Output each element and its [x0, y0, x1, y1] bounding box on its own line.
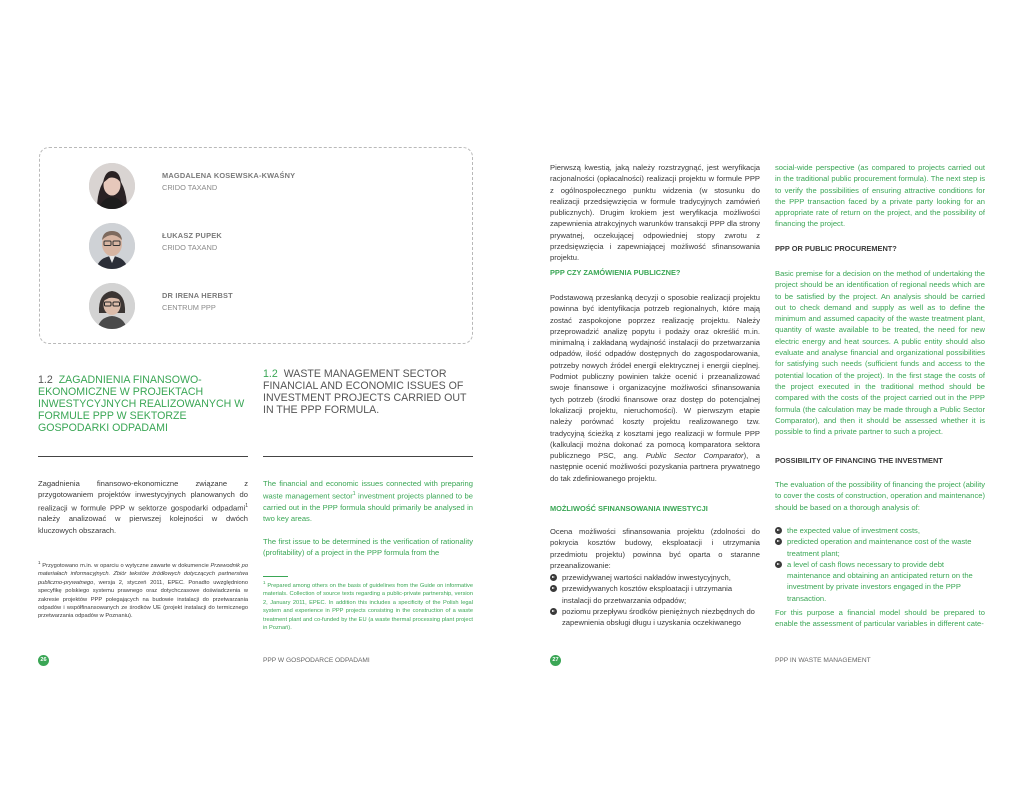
- author-2: [89, 223, 469, 269]
- section-number: 1.2: [263, 368, 278, 380]
- page-number: 26: [38, 655, 49, 666]
- author-org: CENTRUM PPP: [162, 303, 216, 312]
- author-name: ŁUKASZ PUPEK: [162, 231, 222, 240]
- list-item: the expected value of investment costs,: [775, 525, 985, 536]
- section-title: ZAGADNIENIA FINANSOWO-EKONOMICZNE W PROJEKTACH INWESTYCYJNYCH REALIZOWANYCH W FORMULE PPP W SEKTORZE GOSPODARKI ODPADAMI: [38, 374, 245, 434]
- paragraph: The first issue to be determined is the verification of rationality (profitability) of a project in the PPP formula from the: [263, 537, 473, 558]
- footnote: $^1$ Przygotowano m.in. w oparciu o wytyczne zawarte w dokumencie Przewodnik po materiałach informacyjnych. Zbiór tekstów źródłowych dotyczących partnerstwa publiczno-prywatnego, wersja 2, styczeń 2011, EPEC. Ponadto uwzględniono specyfikę polskiego systemu prawnego oraz dotychczasowe doświadczenia w zakresie projektów PPP polegających na budowie instalacji do przetwarzania odpadów i współfinansowanych ze środków UE (projekt instalacji do termicznego przetwarzania odpadów w Poznaniu).: [38, 560, 249, 620]
- paragraph: The financial and economic issues connected with preparing waste management sector$^1$ investment projects planned to be carried out in the PPP formula should primarily be analysed in two key areas.: [263, 479, 474, 524]
- arrow-bullet-icon: [550, 608, 557, 615]
- page-number: 27: [550, 655, 561, 666]
- bullet-list: [550, 572, 760, 628]
- subheading: MOŻLIWOŚĆ SFINANSOWANIA INWESTYCJI: [550, 504, 708, 513]
- section-heading-en: [263, 368, 473, 416]
- divider: [263, 456, 473, 457]
- running-title: PPP IN WASTE MANAGEMENT: [775, 657, 871, 664]
- author-org: CRIDO TAXAND: [162, 183, 218, 192]
- author-org: CRIDO TAXAND: [162, 243, 218, 252]
- list-item: poziomu przepływu środków pieniężnych niezbędnych do zapewnienia obsługi długu i uzyskania oczekiwanego: [550, 606, 760, 629]
- footnote-rule: [263, 576, 288, 577]
- paragraph: Ocena możliwości sfinansowania projektu (zdolności do pokrycia kosztów budowy, eksploatacji i utrzymania przedmiotu projektu) powinna być oparta o staranne przeanalizowanie:: [550, 527, 760, 570]
- authors-box: [39, 147, 473, 344]
- list-item: a level of cash flows necessary to provide debt maintenance and obtaining an anticipated return on the investment by private investors engaged in the PPP transaction.: [775, 559, 985, 604]
- subheading: POSSIBILITY OF FINANCING THE INVESTMENT: [775, 456, 943, 465]
- paragraph: The evaluation of the possibility of financing the project (ability to cover the costs of construction, operation and maintenance) should be based on a thorough analysis of:: [775, 480, 985, 512]
- subheading: PPP CZY ZAMÓWIENIA PUBLICZNE?: [550, 268, 681, 277]
- author-name: DR IRENA HERBST: [162, 291, 233, 300]
- section-heading-pl: [38, 374, 248, 434]
- author-photo-3: [89, 283, 135, 329]
- arrow-bullet-icon: [775, 561, 782, 568]
- paragraph: Podstawową przesłanką decyzji o sposobie realizacji projektu powinna być identyfikacja potrzeb regionalnych, które mają zostać zaspokojone poprzez realizację projektu. Należy przeprowadzić analizę popytu i podaży oraz określić m.in. minimalną i zakładaną wydajność instalacji do przetwarzania odpadów, ilość odpadów dostępnych do zagospodarowania, potrzeby nowych źródeł energii elektrycznej i energii cieplnej. Podmiot publiczny powinien także ocenić i przeanalizować swoje finansowe i organizacyjne możliwości sfinansowania tych potrzeb (środki finansowe oraz dostęp do potencjalnej lokalizacji projektu, nieruchomości). W pierwszym etapie należy porównać koszty projektu realizowanego tzw. tradycyjną ścieżką z kosztami jego realizacji w formule PPP (kalkulacji można dokonać za pomocą komparatora sektora publicznego PSC, ang. Public Sector Comparator), a następnie ocenić możliwości pozyskania partnera prywatnego do tak zdefiniowanego projektu.: [550, 293, 760, 483]
- footnote: $^1$ Prepared among others on the basis of guidelines from the Guide on informative materials. Collection of source texts regarding a public-private partnership, version 2, January 2011, EPEC. In addition this includes a specificity of the Polish legal system and experience in PPP projects consisting in the construction of a waste treatment plant and co-funded by the EU (a waste thermal processing plant project in Poznań).: [263, 580, 473, 631]
- section-number: 1.2: [38, 374, 53, 386]
- subheading: PPP OR PUBLIC PROCUREMENT?: [775, 244, 897, 253]
- paragraph: Pierwszą kwestią, jaką należy rozstrzygnąć, jest weryfikacja racjonalności (opłacalności) realizacji projektu w formule PPP z ogólnospołecznego punktu widzenia (w stosunku do realizacji przedsięwzięcia w formule tradycyjnych zamówień publicznych). Drugim krokiem jest weryfikacja możliwości zapewnienia atrakcyjnych warunków transakcji PPP dla strony prywatnej, oczekującej odpowiedniej stopy zwrotu z przedsięwzięcia i zapewniającej możliwość sfinansowania projektu.: [550, 163, 760, 263]
- paragraph: Zagadnienia finansowo-ekonomiczne związane z przygotowaniem projektów inwestycyjnych planowanych do realizacji w formule PPP w sektorze gospodarki odpadami$^1$ należy analizować w pierwszej kolejności w dwóch kluczowych obszarach.: [38, 479, 248, 535]
- arrow-bullet-icon: [550, 574, 557, 581]
- section-title: WASTE MANAGEMENT SECTOR FINANCIAL AND ECONOMIC ISSUES OF INVESTMENT PROJECTS CARRIED OUT IN THE PPP FORMULA.: [263, 368, 467, 416]
- author-photo-1: [89, 163, 135, 209]
- author-photo-2: [89, 223, 135, 269]
- arrow-bullet-icon: [775, 527, 782, 534]
- arrow-bullet-icon: [775, 538, 782, 545]
- arrow-bullet-icon: [550, 585, 557, 592]
- author-3: [89, 283, 469, 329]
- author-name: MAGDALENA KOSEWSKA-KWAŚNY: [162, 171, 296, 180]
- paragraph: For this purpose a financial model should be prepared to enable the assessment of particular variables in different cate-: [775, 608, 985, 629]
- list-item: przewidywanej wartości nakładów inwestycyjnych,: [550, 572, 760, 583]
- paragraph: social-wide perspective (as compared to projects carried out in the traditional public procurement formula). The next step is to verify the possibilities of ensuring attractive conditions for the PPP transaction faced by a private party looking for an appropriate rate of return on the project, and the possibility of financing the project.: [775, 163, 985, 229]
- running-title: PPP W GOSPODARCE ODPADAMI: [263, 657, 370, 664]
- paragraph: Basic premise for a decision on the method of undertaking the project should be an identification of regional needs which are to be satisfied by the project. An analysis should be carried out to check demand and supply as well as to define the minimum and assumed capacity of the waste treatment plant, quantity of waste available to be treated, the need for new electric energy and heat sources. A public entity should also evaluate and analyse financial and organizational possibilities for satisfying such needs (sufficient funds and access to the potential location of the project). In the first stage the costs of the project executed in the traditional method should be compared with the costs of the project carried out in the PPP formula (the calculation may be made through a Public Sector Comparator), and then it should be assessed whether it is possible to find a private partner to such a project.: [775, 269, 985, 437]
- author-1: [89, 163, 469, 209]
- divider: [38, 456, 248, 457]
- list-item: predicted operation and maintenance cost of the waste treatment plant;: [775, 536, 985, 559]
- bullet-list: [775, 525, 985, 604]
- list-item: przewidywanych kosztów eksploatacji i utrzymania instalacji do przetwarzania odpadów;: [550, 583, 760, 606]
